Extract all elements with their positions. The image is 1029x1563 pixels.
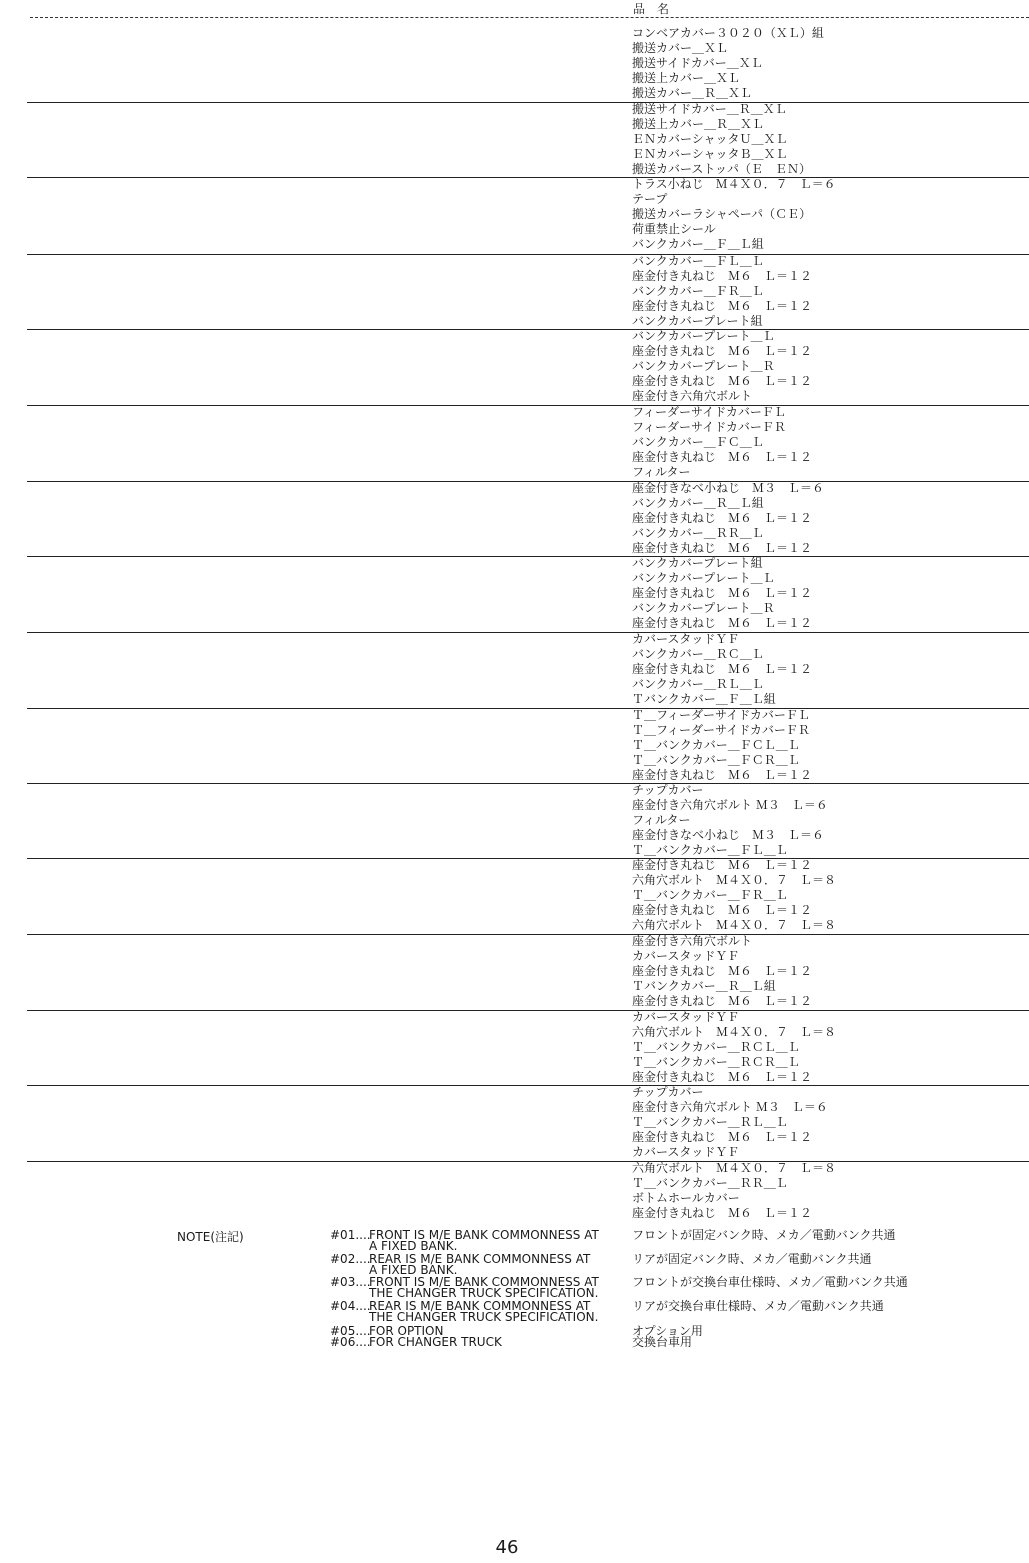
part-name: Ｔ＿バンクカバー＿ＦＲ＿Ｌ [632,888,788,903]
part-name: 座金付き丸ねじ Ｍ６ Ｌ＝１２ [632,299,813,314]
part-name: カバースタッドＹＦ [632,1010,740,1024]
part-name: フィーダーサイドカバーＦＬ [632,405,786,419]
part-name: Ｔ＿バンクカバー＿ＦＬ＿Ｌ [632,843,788,858]
part-name: 座金付き丸ねじ Ｍ６ Ｌ＝１２ [632,1070,813,1085]
part-name: 搬送カバー＿Ｒ＿ＸＬ [632,86,753,101]
part-name: Ｔ＿バンクカバー＿ＲＲ＿Ｌ [632,1176,788,1191]
part-name: バンクカバー＿ＦＲ＿Ｌ [632,284,764,299]
part-name: バンクカバー＿Ｆ＿Ｌ組 [632,237,764,252]
part-name: Ｔ＿フィーダーサイドカバーＦＲ [632,723,810,738]
part-name: 搬送サイドカバー＿ＸＬ [632,56,763,71]
part-name: ＥＮカバーシャッタＵ＿ＸＬ [632,132,788,147]
part-name: 搬送カバー＿ＸＬ [632,41,729,56]
part-name: Ｔ＿バンクカバー＿ＲＣＲ＿Ｌ [632,1055,800,1070]
part-name: バンクカバー＿ＦＬ＿Ｌ [632,254,764,268]
group-divider [27,632,1029,633]
note-code: #03.... [330,1275,371,1289]
part-name: フィルター [632,813,691,828]
note-japanese-text: リアが交換台車仕様時、メカ／電動バンク共通 [632,1299,884,1313]
group-divider [27,1161,1029,1162]
part-name: 座金付き丸ねじ Ｍ６ Ｌ＝１２ [632,541,813,556]
part-name: 搬送サイドカバー＿Ｒ＿ＸＬ [632,102,787,116]
part-name: 搬送カバーストッパ（Ｅ ＥＮ） [632,162,812,177]
group-divider [27,858,1029,859]
group-divider [27,556,1029,557]
part-name: バンクカバープレート組 [632,556,763,570]
part-name: Ｔ＿バンクカバー＿ＦＣＬ＿Ｌ [632,738,800,753]
group-divider [27,1010,1029,1011]
part-name: 座金付き丸ねじ Ｍ６ Ｌ＝１２ [632,616,813,631]
note-japanese-text: オプション用 [632,1324,703,1338]
part-name: 座金付き丸ねじ Ｍ６ Ｌ＝１２ [632,662,813,677]
note-japanese-text: フロントが交換台車仕様時、メカ／電動バンク共通 [632,1275,908,1289]
note-english-text: FRONT IS M/E BANK COMMONNESS AT [369,1228,599,1242]
part-name: 座金付き丸ねじ Ｍ６ Ｌ＝１２ [632,994,813,1009]
part-name: バンクカバープレート＿Ｒ [632,601,775,616]
note-code: #05.... [330,1324,371,1338]
part-name: カバースタッドＹＦ [632,1145,740,1160]
part-name: バンクカバープレート組 [632,314,763,329]
part-name: 座金付きなべ小ねじ Ｍ３ Ｌ＝６ [632,481,825,495]
notes-title: NOTE(注記) [177,1230,244,1244]
part-name: 搬送上カバー＿ＸＬ [632,71,741,86]
part-name: 座金付き六角穴ボルト [632,934,753,948]
note-english-text: REAR IS M/E BANK COMMONNESS AT [369,1299,591,1313]
note-english-text: A FIXED BANK. [369,1263,458,1277]
note-english-text: THE CHANGER TRUCK SPECIFICATION. [369,1286,599,1300]
part-name: 座金付き六角穴ボルト Ｍ３ Ｌ＝６ [632,798,828,813]
part-name: 座金付き六角穴ボルト [632,389,753,404]
part-name: バンクカバープレート＿Ｌ [632,571,775,586]
note-japanese-text: フロントが固定バンク時、メカ／電動バンク共通 [632,1228,896,1242]
page-number: 46 [495,1537,519,1558]
group-divider [27,102,1029,103]
part-name: カバースタッドＹＦ [632,632,740,646]
note-code: #01.... [330,1228,371,1242]
part-name: バンクカバー＿ＲＣ＿Ｌ [632,647,764,662]
part-name: 座金付き丸ねじ Ｍ６ Ｌ＝１２ [632,903,813,918]
part-name: バンクカバー＿Ｒ＿Ｌ組 [632,496,764,511]
part-name: 座金付き丸ねじ Ｍ６ Ｌ＝１２ [632,586,813,601]
part-name: バンクカバープレート＿Ｒ [632,359,775,374]
note-japanese-text: 交換台車用 [632,1335,693,1349]
part-name: ＥＮカバーシャッタＢ＿ＸＬ [632,147,788,162]
part-name: 座金付き丸ねじ Ｍ６ Ｌ＝１２ [632,964,813,979]
note-code: #02.... [330,1252,371,1266]
part-name: 座金付き丸ねじ Ｍ６ Ｌ＝１２ [632,1130,813,1145]
part-name: 六角穴ボルト Ｍ４Ｘ０．７ Ｌ＝８ [632,918,837,933]
part-name: バンクカバー＿ＲＲ＿Ｌ [632,526,764,541]
part-name: 座金付きなべ小ねじ Ｍ３ Ｌ＝６ [632,828,825,843]
group-divider [27,254,1029,255]
part-name: テープ [632,192,668,207]
part-name: バンクカバー＿ＦＣ＿Ｌ [632,435,764,450]
header-dashed-rule [30,17,1029,18]
part-name: トラス小ねじ Ｍ４Ｘ０．７ Ｌ＝６ [632,177,836,191]
part-name: チップカバー [632,783,704,797]
part-name: 座金付き六角穴ボルト Ｍ３ Ｌ＝６ [632,1100,828,1115]
group-divider [27,481,1029,482]
group-divider [27,405,1029,406]
part-name: Ｔ＿バンクカバー＿ＲＬ＿Ｌ [632,1115,788,1130]
group-divider [27,329,1029,330]
note-english-text: FRONT IS M/E BANK COMMONNESS AT [369,1275,599,1289]
part-name: チップカバー [632,1085,704,1099]
note-english-text: THE CHANGER TRUCK SPECIFICATION. [369,1310,599,1324]
part-name: Ｔバンクカバー＿Ｒ＿Ｌ組 [632,979,776,994]
note-english-text: REAR IS M/E BANK COMMONNESS AT [369,1252,591,1266]
part-name: 座金付き丸ねじ Ｍ６ Ｌ＝１２ [632,511,813,526]
part-name: ボトムホールカバー [632,1191,740,1206]
part-name: フィルター [632,465,691,480]
group-divider [27,177,1029,178]
part-name: 六角穴ボルト Ｍ４Ｘ０．７ Ｌ＝８ [632,1161,837,1175]
part-name: Ｔ＿バンクカバー＿ＲＣＬ＿Ｌ [632,1040,800,1055]
note-code: #04.... [330,1299,371,1313]
group-divider [27,783,1029,784]
part-name: 座金付き丸ねじ Ｍ６ Ｌ＝１２ [632,344,813,359]
part-name: バンクカバー＿ＲＬ＿Ｌ [632,677,764,692]
group-divider [27,1085,1029,1086]
part-name: 座金付き丸ねじ Ｍ６ Ｌ＝１２ [632,374,813,389]
part-name: 六角穴ボルト Ｍ４Ｘ０．７ Ｌ＝８ [632,873,837,888]
part-name: 座金付き丸ねじ Ｍ６ Ｌ＝１２ [632,768,813,783]
note-english-text: A FIXED BANK. [369,1239,458,1253]
part-name: Ｔバンクカバー＿Ｆ＿Ｌ組 [632,692,776,707]
part-name: 六角穴ボルト Ｍ４Ｘ０．７ Ｌ＝８ [632,1025,837,1040]
group-divider [27,708,1029,709]
note-english-text: FOR OPTION [369,1324,444,1338]
part-name: 座金付き丸ねじ Ｍ６ Ｌ＝１２ [632,1206,813,1221]
part-name: Ｔ＿フィーダーサイドカバーＦＬ [632,708,810,722]
part-name: 搬送カバーラシャペーパ（ＣＥ） [632,207,812,222]
part-name: 荷重禁止シール [632,222,716,237]
note-japanese-text: リアが固定バンク時、メカ／電動バンク共通 [632,1252,872,1266]
note-code: #06.... [330,1335,371,1349]
column-header-part-name: 品 名 [633,2,670,16]
part-name: バンクカバープレート＿Ｌ [632,329,775,343]
group-divider [27,934,1029,935]
part-name: 座金付き丸ねじ Ｍ６ Ｌ＝１２ [632,269,813,284]
part-name: Ｔ＿バンクカバー＿ＦＣＲ＿Ｌ [632,753,800,768]
part-name: 座金付き丸ねじ Ｍ６ Ｌ＝１２ [632,450,813,465]
part-name: フィーダーサイドカバーＦＲ [632,420,786,435]
part-name: 座金付き丸ねじ Ｍ６ Ｌ＝１２ [632,858,813,872]
note-english-text: FOR CHANGER TRUCK [369,1335,502,1349]
part-name: コンベアカバー３０２０（ＸＬ）組 [632,26,824,40]
part-name: 搬送上カバー＿Ｒ＿ＸＬ [632,117,765,132]
part-name: カバースタッドＹＦ [632,949,740,964]
